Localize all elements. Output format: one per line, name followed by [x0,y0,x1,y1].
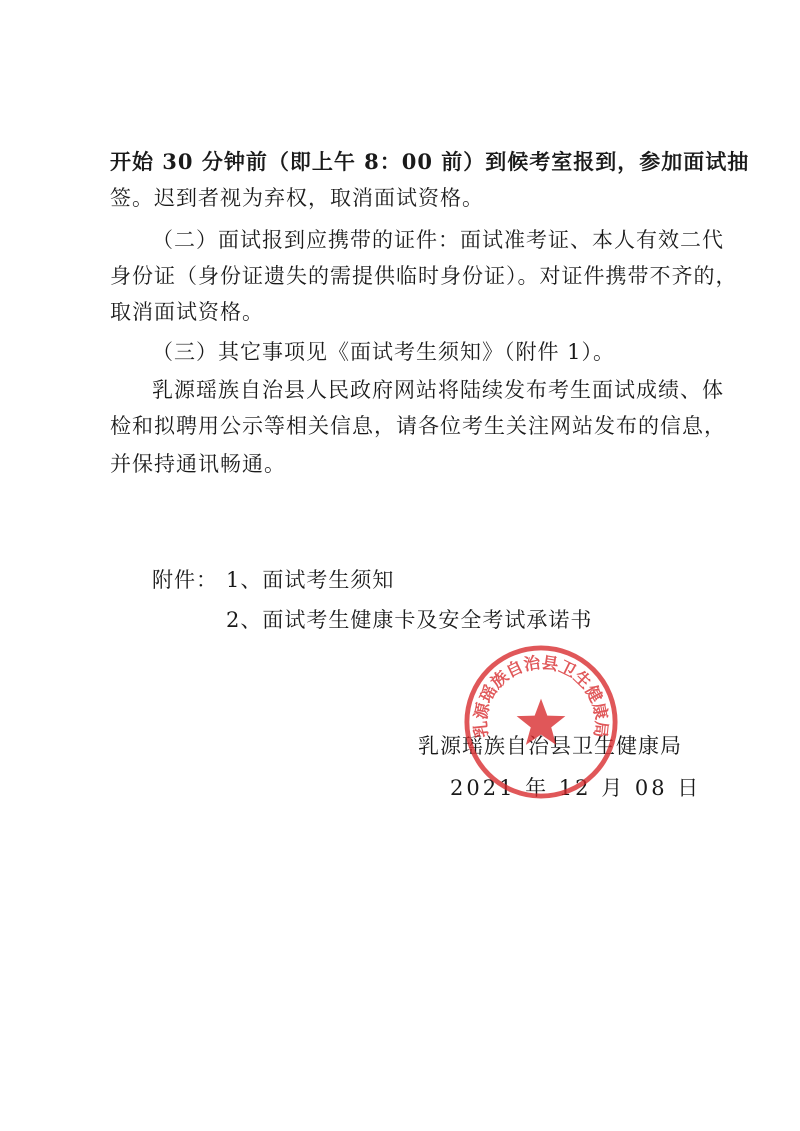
paragraph-2-line-2: 身份证（身份证遗失的需提供临时身份证）。对证件携带不齐的， [110,264,738,288]
issue-date: 2021 年 12 月 08 日 [450,776,702,800]
paragraph-3-line-1: （三）其它事项见《面试考生须知》（附件 1）。 [152,340,616,364]
paragraph-2-line-3: 取消面试资格。 [110,300,264,324]
paragraph-4-line-3: 并保持通讯畅通。 [110,452,286,476]
official-seal [463,644,619,800]
seal-star-icon [517,699,566,745]
issuing-organization: 乳源瑶族自治县卫生健康局 [418,734,682,758]
seal-arc-text: 乳源瑶族自治县卫生健康局 [469,652,613,739]
paragraph-4-line-1: 乳源瑶族自治县人民政府网站将陆续发布考生面试成绩、体 [152,378,724,402]
attachment-item-2: 2、面试考生健康卡及安全考试承诺书 [226,608,593,632]
paragraph-1-line-2: 签。迟到者视为弃权，取消面试资格。 [110,186,484,210]
attachments-label: 附件： [152,568,218,592]
paragraph-1-line-1: 开始 30 分钟前（即上午 8：00 前）到候考室报到，参加面试抽 [110,149,750,174]
paragraph-2-line-1: （二）面试报到应携带的证件：面试准考证、本人有效二代 [152,228,724,252]
attachment-item-1: 1、面试考生须知 [226,568,395,592]
paragraph-4-line-2: 检和拟聘用公示等相关信息，请各位考生关注网站发布的信息， [110,414,726,438]
